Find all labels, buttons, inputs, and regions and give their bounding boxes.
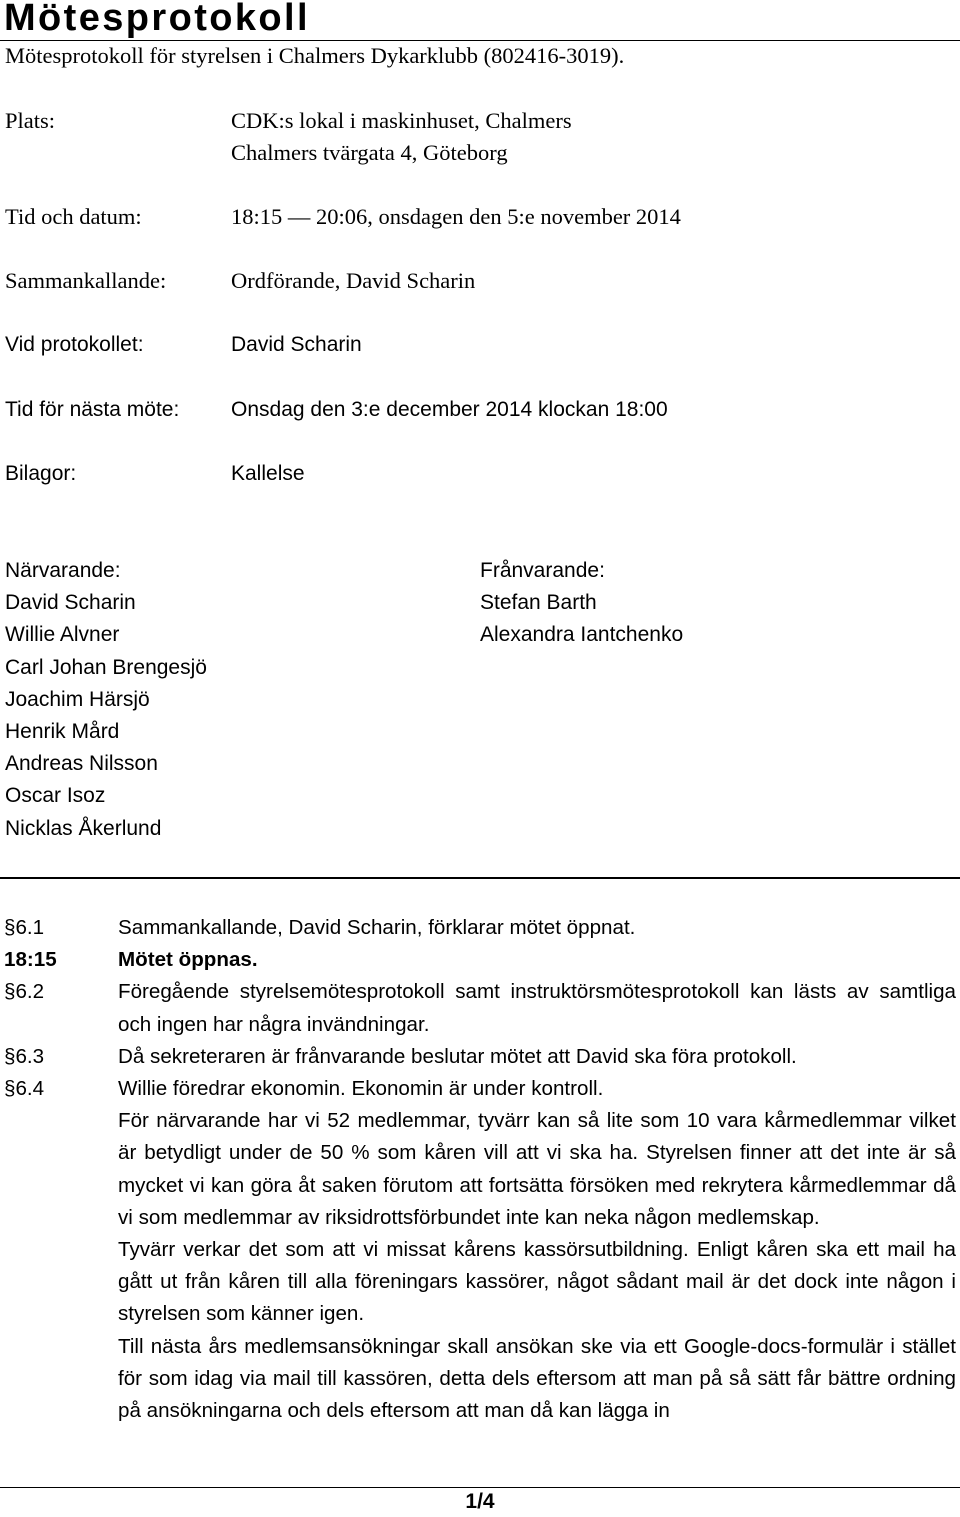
present-member: Joachim Härsjö [5, 687, 150, 711]
time-value: 18:15 — 20:06, onsdagen den 5:e november 2014 [231, 204, 681, 229]
document-title: Mötesprotokoll [4, 0, 310, 39]
attachments-value: Kallelse [231, 462, 305, 485]
absent-member: Alexandra Iantchenko [480, 623, 684, 647]
convener-value: Ordförande, David Scharin [231, 268, 476, 293]
meeting-opened-line [0, 944, 960, 976]
item-paragraph: Till nästa års medlemsansökningar skall ansökan ske via ett Google-docs-formulär i stället för som idag via mail till kassören, detta dels eftersom att man på så sätt får bättre ordning på ansökningarna och dels eftersom att man då kan lägga in [118, 1334, 956, 1423]
item-number: §6.2 [4, 980, 45, 1004]
item-number: §6.3 [4, 1044, 45, 1068]
present-member: Oscar Isoz [5, 784, 106, 808]
present-member: David Scharin [5, 591, 136, 615]
convener-label: Sammankallande: [5, 268, 167, 293]
minutes-item-6-2 [0, 976, 960, 1040]
present-heading: Närvarande: [5, 559, 121, 582]
time-label: Tid och datum: [5, 204, 142, 229]
present-member: Nicklas Åkerlund [5, 816, 162, 840]
item-text: Då sekreteraren är frånvarande beslutar mötet att David ska föra protokoll. [118, 1044, 797, 1068]
present-member: Andreas Nilsson [5, 752, 158, 776]
absent-member: Stefan Barth [480, 591, 597, 615]
present-member: Henrik Mård [5, 720, 120, 744]
next-meeting-label: Tid för nästa möte: [5, 398, 180, 421]
present-member: Carl Johan Brengesjö [5, 655, 207, 679]
minutes-item-6-3 [0, 1041, 960, 1073]
next-meeting-value: Onsdag den 3:e december 2014 klockan 18:00 [231, 398, 668, 421]
item-paragraph: För närvarande har vi 52 medlemmar, tyvärr kan så lite som 10 vara kårmedlemmar vilket är betydligt under de 50 % som kåren vill att vi ska ha. Styrelsen finner att det inte är så mycket vi kan göra åt saken förutom att fortsätta försöken med rekrytera kårmedlemmar då vi som medlemmar av riksidrottsförbundet inte kan neka någon medlemskap. [118, 1109, 956, 1229]
secretary-label: Vid protokollet: [5, 333, 144, 356]
page-number: 1/4 [465, 1490, 495, 1513]
secretary-value: David Scharin [231, 333, 362, 356]
place-label: Plats: [5, 108, 56, 133]
item-number: §6.1 [4, 916, 45, 939]
item-number: §6.4 [4, 1077, 45, 1101]
opening-time: 18:15 [4, 948, 57, 972]
item-text: Sammankallande, David Scharin, förklarar mötet öppnat. [118, 916, 636, 939]
present-list [5, 555, 207, 845]
document-subtitle: Mötesprotokoll för styrelsen i Chalmers Dykarklubb (802416-3019). [5, 43, 625, 68]
place-line-1: CDK:s lokal i maskinhuset, Chalmers [231, 108, 572, 133]
item-paragraph: Willie föredrar ekonomin. Ekonomin är under kontroll. [118, 1077, 604, 1101]
minutes-item-6-1 [0, 912, 960, 944]
absent-heading: Frånvarande: [480, 559, 605, 582]
absent-list [480, 555, 683, 652]
opening-text: Mötet öppnas. [118, 948, 258, 972]
attachments-label: Bilagor: [5, 462, 77, 485]
item-text: Föregående styrelsemötesprotokoll samt instruktörsmötesprotokoll kan lästs av samtliga och ingen har några invändningar. [118, 980, 956, 1036]
place-line-2: Chalmers tvärgata 4, Göteborg [231, 140, 508, 165]
section-divider [0, 877, 960, 879]
item-paragraph: Tyvärr verkar det som att vi missat kårens kassörsutbildning. Enligt kåren ska ett mail ha gått ut från kåren till alla föreningars kassörer, något sådant mail är det dock inte någon i styrelsen som känner igen. [118, 1238, 956, 1326]
minutes-item-6-4 [0, 1073, 960, 1427]
minutes-section [0, 912, 960, 1427]
present-member: Willie Alvner [5, 623, 120, 647]
